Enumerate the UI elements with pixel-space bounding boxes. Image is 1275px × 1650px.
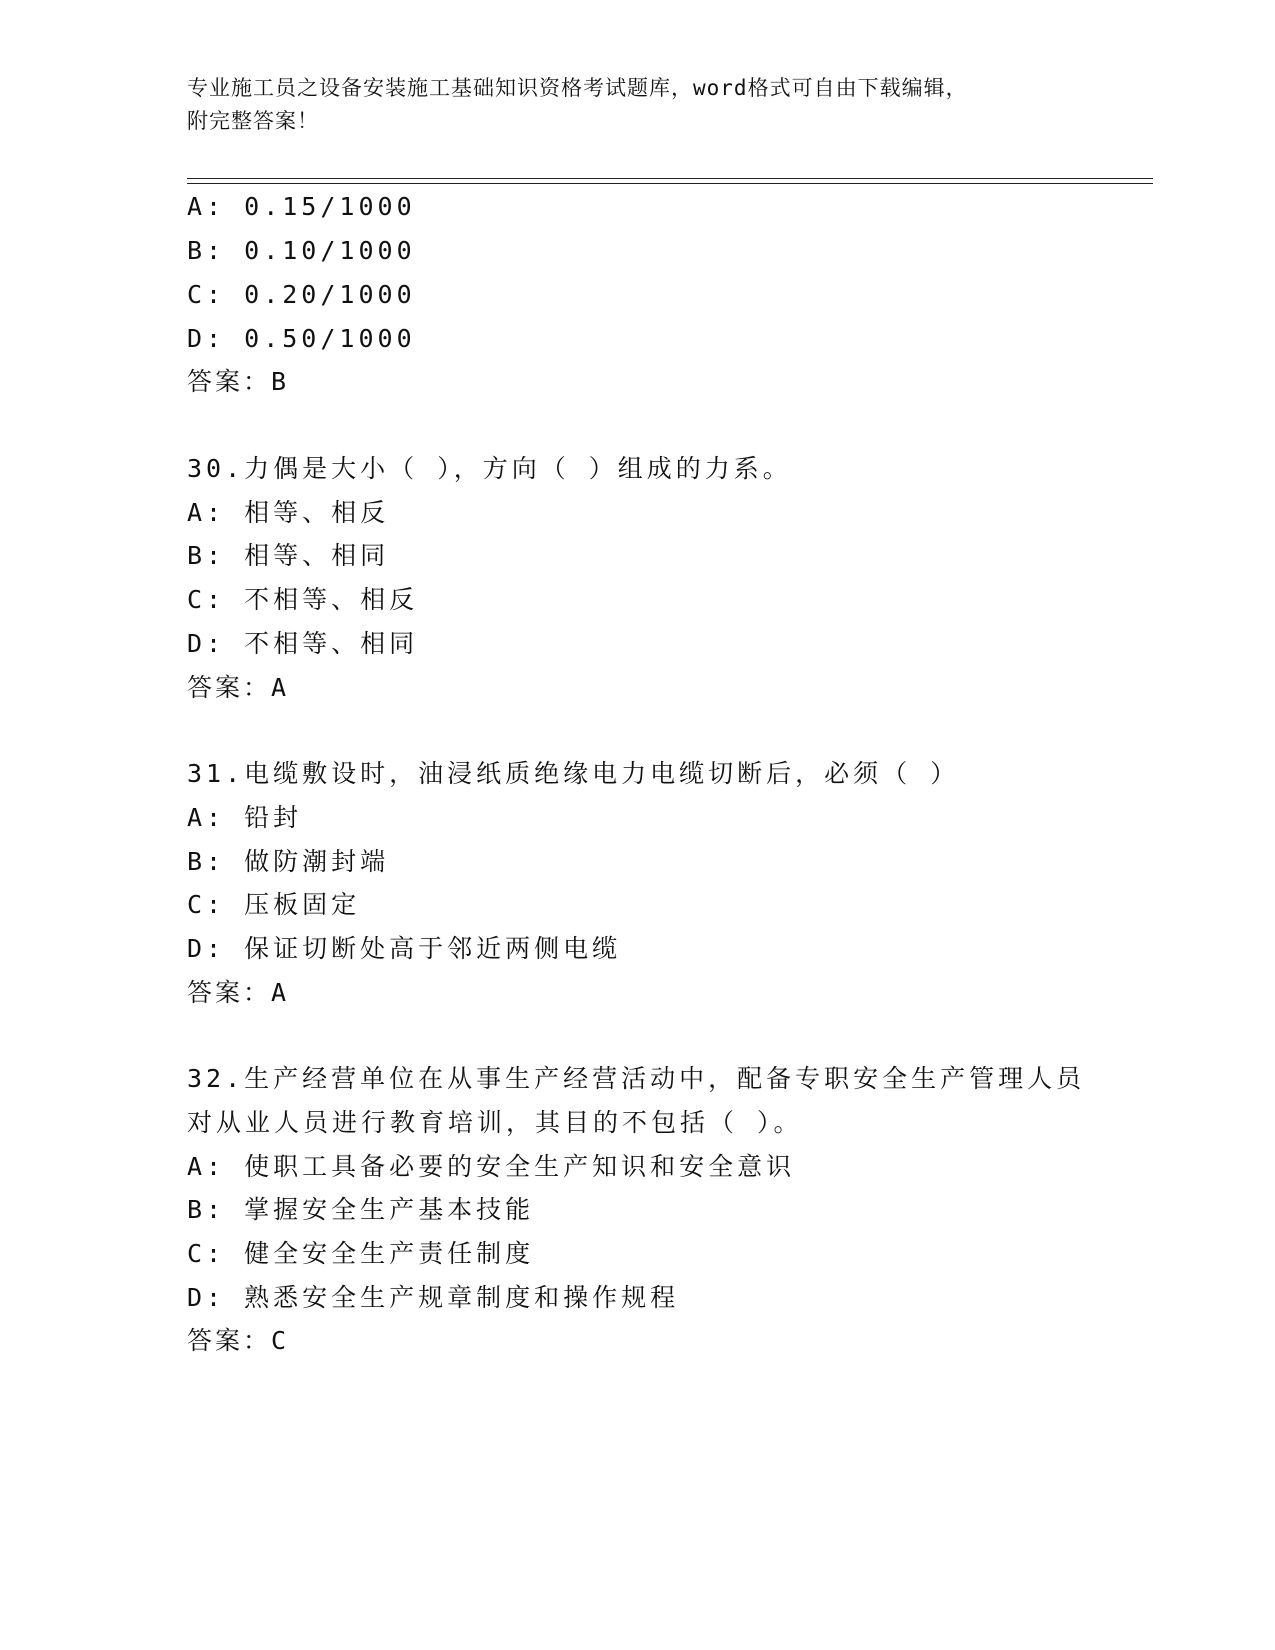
q30-option-a: A: 相等、相反 bbox=[187, 498, 390, 527]
q32-question-line-1: 32.生产经营单位在从事生产经营活动中，配备专职安全生产管理人员 bbox=[187, 1064, 1086, 1093]
q31-option-b: B: 做防潮封端 bbox=[187, 847, 390, 876]
q32-option-c: C: 健全安全生产责任制度 bbox=[187, 1239, 535, 1268]
q30-answer: 答案：A bbox=[187, 673, 290, 702]
q30-option-d: D: 不相等、相同 bbox=[187, 629, 419, 658]
q30-question: 30.力偶是大小（ ），方向（ ）组成的力系。 bbox=[187, 454, 792, 483]
q29-option-d: D: 0.50/1000 bbox=[187, 324, 416, 353]
q31-option-a: A: 铅封 bbox=[187, 803, 303, 832]
q32-answer: 答案：C bbox=[187, 1326, 290, 1355]
q32-option-a: A: 使职工具备必要的安全生产知识和安全意识 bbox=[187, 1152, 796, 1181]
q29-option-a: A: 0.15/1000 bbox=[187, 192, 416, 221]
header-line-1: 专业施工员之设备安装施工基础知识资格考试题库，word格式可自由下载编辑， bbox=[187, 76, 968, 100]
header-divider-bottom bbox=[187, 183, 1153, 184]
document-header bbox=[187, 72, 1087, 138]
q31-answer: 答案：A bbox=[187, 978, 290, 1007]
header-line-2: 附完整答案！ bbox=[187, 109, 319, 133]
q31-option-c: C: 压板固定 bbox=[187, 890, 361, 919]
q31-question: 31.电缆敷设时，油浸纸质绝缘电力电缆切断后，必须（ ） bbox=[187, 759, 960, 788]
q29-option-b: B: 0.10/1000 bbox=[187, 236, 416, 265]
q32-option-b: B: 掌握安全生产基本技能 bbox=[187, 1195, 535, 1224]
q32-question-line-2: 对从业人员进行教育培训，其目的不包括（ ）。 bbox=[187, 1108, 803, 1137]
q30-option-c: C: 不相等、相反 bbox=[187, 585, 419, 614]
q29-option-c: C: 0.20/1000 bbox=[187, 280, 416, 309]
q29-answer: 答案：B bbox=[187, 367, 290, 396]
header-divider-top bbox=[187, 178, 1153, 179]
q31-option-d: D: 保证切断处高于邻近两侧电缆 bbox=[187, 934, 622, 963]
q30-option-b: B: 相等、相同 bbox=[187, 541, 390, 570]
q32-option-d: D: 熟悉安全生产规章制度和操作规程 bbox=[187, 1283, 680, 1312]
